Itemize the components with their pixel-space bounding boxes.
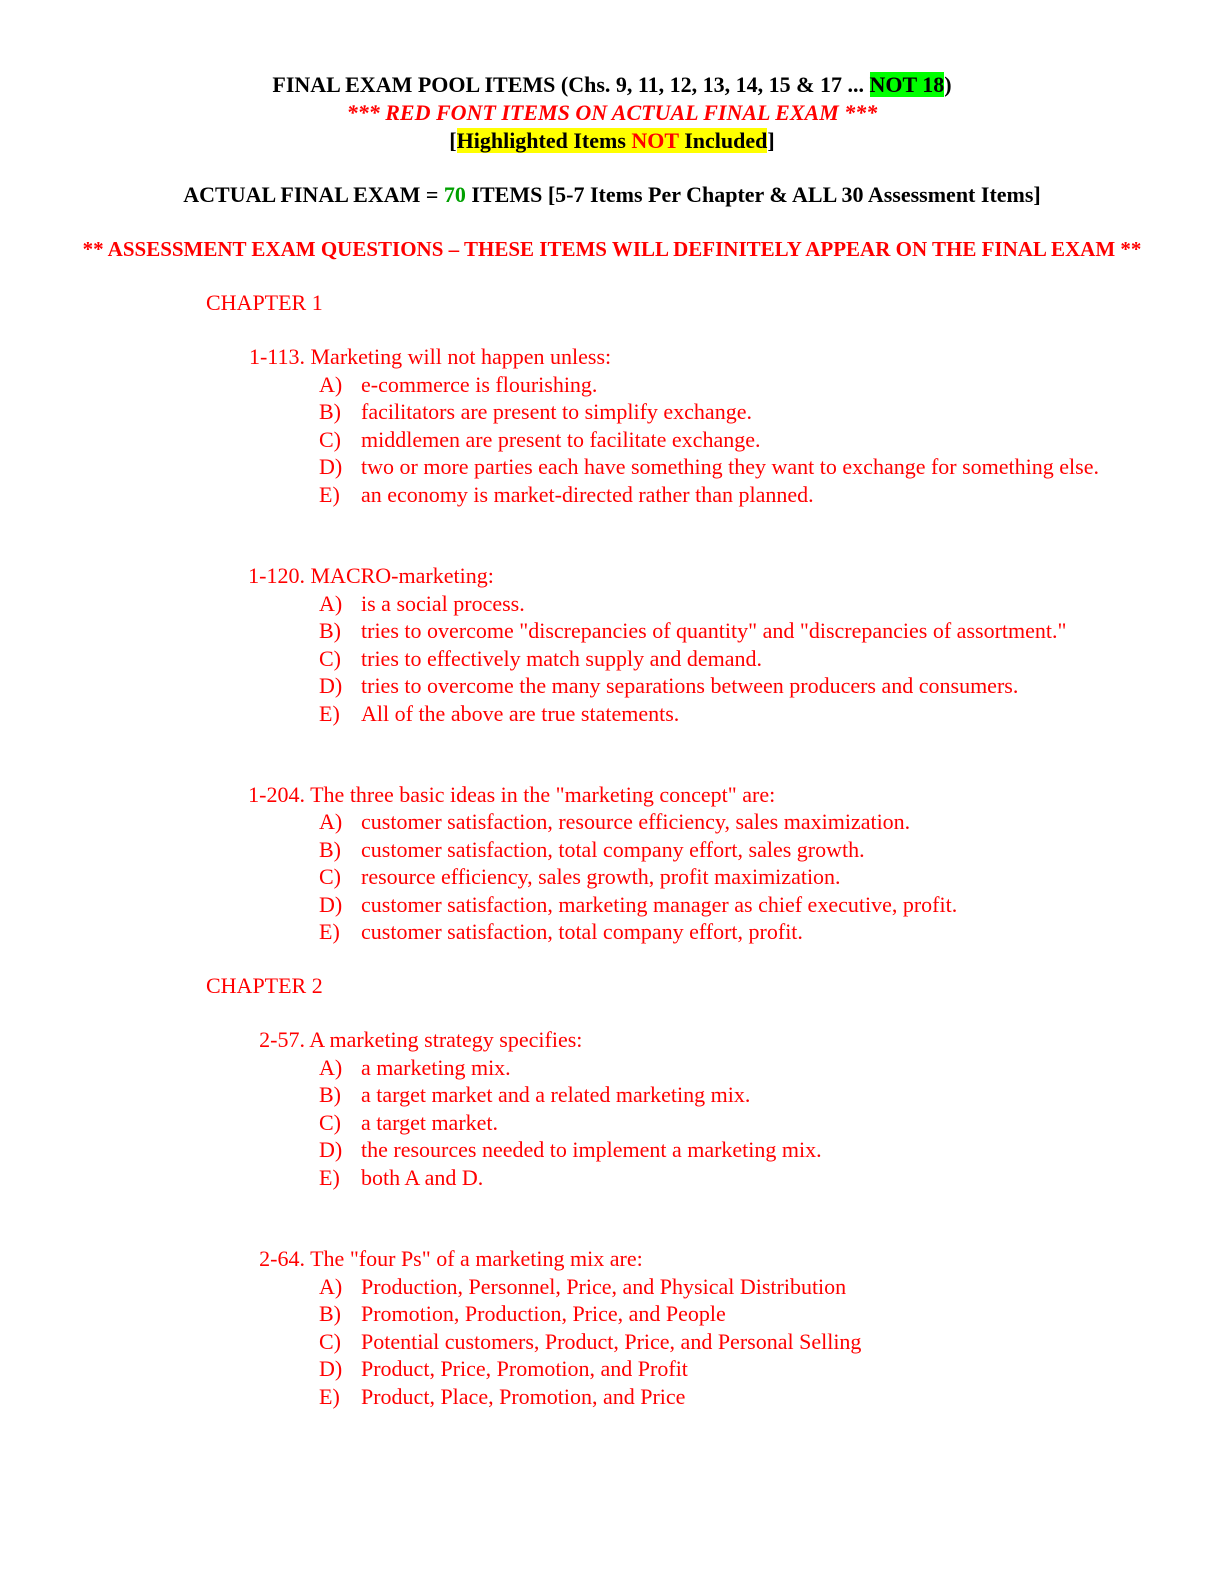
chapter-heading: CHAPTER 1: [206, 290, 323, 315]
question-stem: A marketing strategy specifies:: [309, 1027, 583, 1052]
exam-title-close: ): [944, 72, 952, 97]
question-number: 1-113.: [248, 344, 305, 369]
highlight-note: [0, 127, 1224, 155]
question-stem-line: [245, 1026, 582, 1054]
option-letter: C): [319, 1110, 341, 1135]
option-text: tries to overcome the many separations between producers and consumers.: [361, 673, 1019, 698]
option-letter: A): [319, 1055, 343, 1080]
highlight-close-bracket: ]: [767, 128, 775, 153]
question-number: 2-57.: [259, 1027, 305, 1052]
chapter-heading: CHAPTER 2: [206, 973, 323, 998]
option-letter: D): [319, 454, 343, 479]
option-text: Promotion, Production, Price, and People: [361, 1301, 726, 1326]
option-text: customer satisfaction, resource efficiency, sales maximization.: [361, 809, 911, 834]
highlight-not-word: NOT: [631, 128, 679, 153]
highlight-open-bracket: [: [449, 128, 457, 153]
option-text: facilitators are present to simplify exchange.: [361, 399, 752, 424]
option-text: is a social process.: [361, 591, 525, 616]
question-stem-line: [245, 562, 494, 590]
option-text: Production, Personnel, Price, and Physical Distribution: [361, 1274, 847, 1299]
option-text: Product, Price, Promotion, and Profit: [361, 1356, 688, 1381]
option-text: an economy is market-directed rather than planned.: [361, 482, 814, 507]
option-letter: C): [319, 1329, 341, 1354]
option-letter: B): [319, 399, 341, 424]
option-letter: D): [319, 1356, 343, 1381]
option-letter: C): [319, 646, 341, 671]
option-text: a target market.: [361, 1110, 499, 1135]
highlight-note-box: [457, 128, 768, 153]
option-text: customer satisfaction, marketing manager as chief executive, profit.: [361, 892, 958, 917]
option-letter: D): [319, 1137, 343, 1162]
option-text: Product, Place, Promotion, and Price: [361, 1384, 686, 1409]
question-number: 1-204.: [248, 782, 305, 807]
highlight-text-2: Included: [678, 128, 768, 153]
option-letter: E): [319, 1165, 340, 1190]
actual-exam-line: [0, 181, 1224, 209]
not-18-highlight: NOT 18: [869, 72, 945, 97]
question-stem-line: [245, 781, 775, 809]
question-stem: The "four Ps" of a marketing mix are:: [310, 1246, 643, 1271]
option-letter: A): [319, 591, 343, 616]
option-text: both A and D.: [361, 1165, 484, 1190]
option-letter: E): [319, 1384, 340, 1409]
assessment-banner: ** ASSESSMENT EXAM QUESTIONS – THESE ITEMS WILL DEFINITELY APPEAR ON THE FINAL EXAM **: [82, 237, 1142, 261]
option-text: All of the above are true statements.: [361, 701, 680, 726]
option-text: a target market and a related marketing mix.: [361, 1082, 751, 1107]
option-text: two or more parties each have something they want to exchange for something else.: [361, 454, 1099, 479]
option-letter: B): [319, 1082, 341, 1107]
option-letter: D): [319, 892, 343, 917]
red-font-note: *** RED FONT ITEMS ON ACTUAL FINAL EXAM ***: [346, 100, 878, 125]
question-number: 2-64.: [259, 1246, 305, 1271]
option-text: tries to overcome "discrepancies of quantity" and "discrepancies of assortment.": [361, 618, 1067, 643]
option-letter: B): [319, 837, 341, 862]
option-text: e-commerce is flourishing.: [361, 372, 598, 397]
option-text: Potential customers, Product, Price, and Personal Selling: [361, 1329, 862, 1354]
actual-exam-prefix: ACTUAL FINAL EXAM =: [183, 182, 444, 207]
option-letter: A): [319, 372, 343, 397]
option-letter: B): [319, 618, 341, 643]
exam-title: [0, 71, 1224, 99]
option-letter: D): [319, 673, 343, 698]
option-letter: A): [319, 809, 343, 834]
question-number: 1-120.: [248, 563, 305, 588]
option-text: the resources needed to implement a marketing mix.: [361, 1137, 822, 1162]
option-letter: E): [319, 919, 340, 944]
actual-exam-count: 70: [443, 182, 466, 207]
exam-title-text: FINAL EXAM POOL ITEMS (Chs. 9, 11, 12, 13, 14, 15 & 17 ...: [272, 72, 870, 97]
option-text: resource efficiency, sales growth, profit maximization.: [361, 864, 841, 889]
option-letter: A): [319, 1274, 343, 1299]
option-letter: B): [319, 1301, 341, 1326]
option-text: a marketing mix.: [361, 1055, 511, 1080]
actual-exam-suffix: ITEMS [5-7 Items Per Chapter & ALL 30 Assessment Items]: [465, 182, 1041, 207]
option-text: tries to effectively match supply and demand.: [361, 646, 762, 671]
question-stem: MACRO-marketing:: [310, 563, 494, 588]
option-text: middlemen are present to facilitate exchange.: [361, 427, 761, 452]
option-letter: C): [319, 427, 341, 452]
question-stem: Marketing will not happen unless:: [310, 344, 612, 369]
option-letter: E): [319, 701, 340, 726]
option-letter: E): [319, 482, 340, 507]
highlight-text-1: Highlighted Items: [456, 128, 632, 153]
option-letter: C): [319, 864, 341, 889]
question-stem: The three basic ideas in the "marketing concept" are:: [310, 782, 776, 807]
option-text: customer satisfaction, total company effort, sales growth.: [361, 837, 865, 862]
question-stem-line: [245, 343, 611, 371]
question-stem-line: [245, 1245, 643, 1273]
option-text: customer satisfaction, total company effort, profit.: [361, 919, 803, 944]
